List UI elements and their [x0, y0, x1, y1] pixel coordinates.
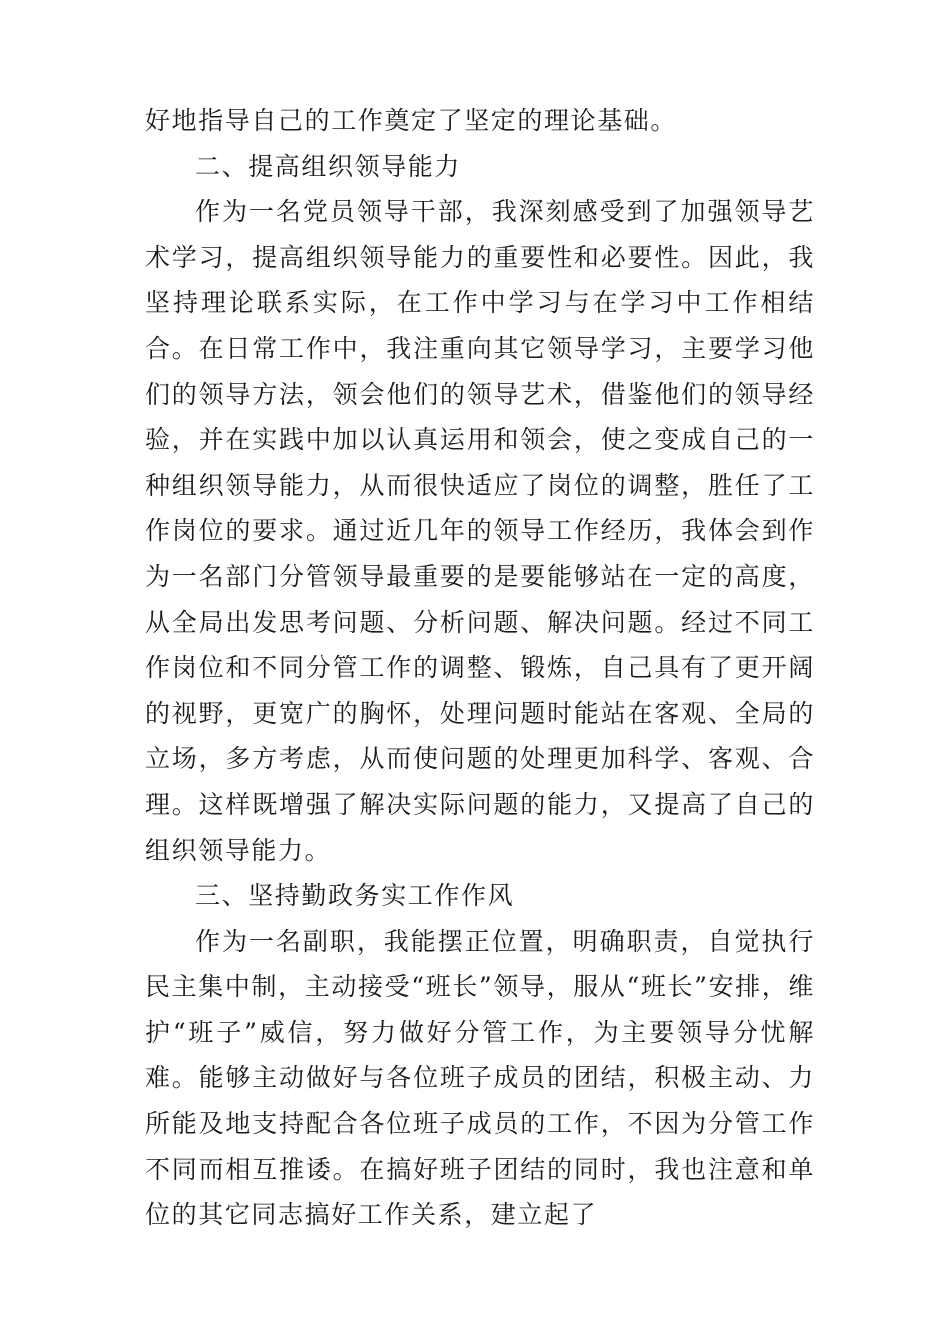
- paragraph-work-style: 作为一名副职，我能摆正位置，明确职责，自觉执行民主集中制，主动接受“班长”领导，服从“班长”安排，维护“班子”威信，努力做好分管工作，为主要领导分忧解难。能够主动做好与各位班子成员的团结，积极主动、力所能及地支持配合各位班子成员的工作，不因为分管工作不同而相互推诿。在搞好班子团结的同时，我也注意和单位的其它同志搞好工作关系，建立起了: [145, 926, 815, 1230]
- paragraph-continuation: 好地指导自己的工作奠定了坚定的理论基础。: [145, 106, 678, 135]
- section-heading-2: 二、提高组织领导能力: [195, 151, 462, 181]
- section-heading-3: 三、坚持勤政务实工作作风: [195, 881, 515, 911]
- paragraph-leadership: 作为一名党员领导干部，我深刻感受到了加强领导艺术学习，提高组织领导能力的重要性和必要性。因此，我坚持理论联系实际，在工作中学习与在学习中工作相结合。在日常工作中，我注重向其它领导学习，主要学习他们的领导方法，领会他们的领导艺术，借鉴他们的领导经验，并在实践中加以认真运用和领会，使之变成自己的一种组织领导能力，从而很快适应了岗位的调整，胜任了工作岗位的要求。通过近几年的领导工作经历，我体会到作为一名部门分管领导最重要的是要能够站在一定的高度，从全局出发思考问题、分析问题、解决问题。经过不同工作岗位和不同分管工作的调整、锻炼，自己具有了更开阔的视野，更宽广的胸怀，处理问题时能站在客观、全局的立场，多方考虑，从而使问题的处理更加科学、客观、合理。这样既增强了解决实际问题的能力，又提高了自己的组织领导能力。: [145, 197, 815, 865]
- document-body: [145, 98, 815, 1238]
